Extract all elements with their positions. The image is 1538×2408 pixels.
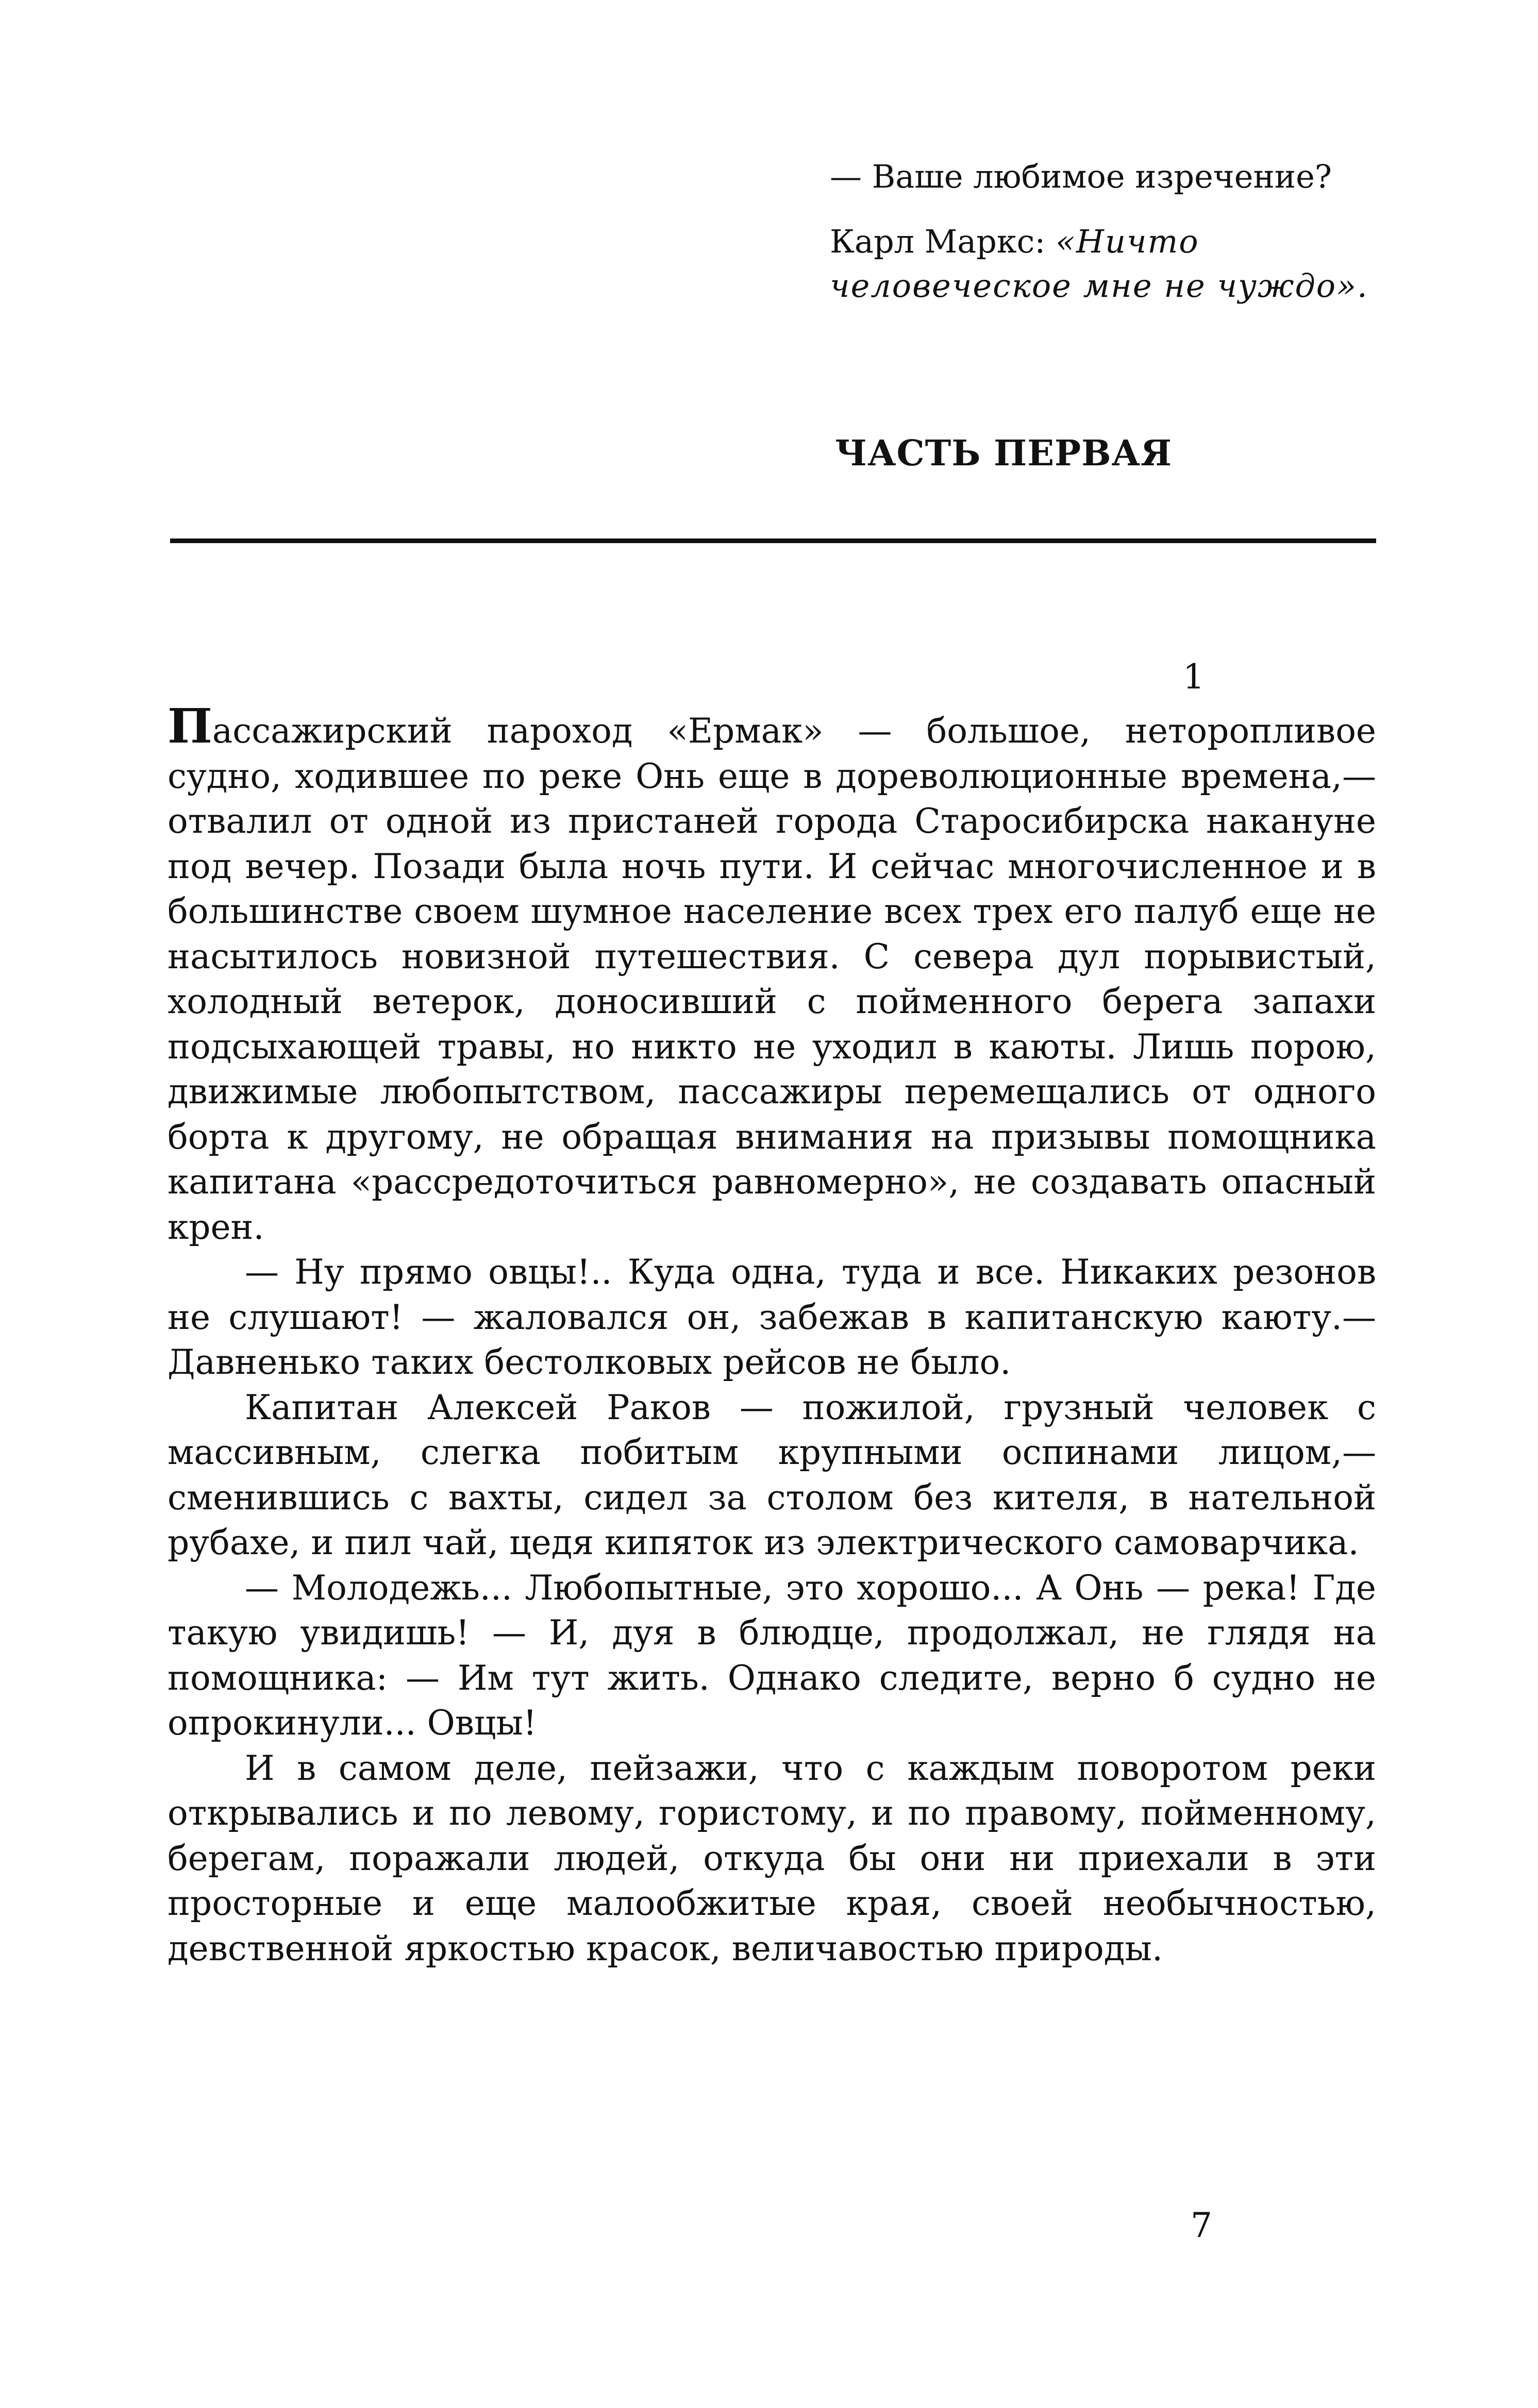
chapter-number: 1 — [1183, 657, 1205, 697]
epigraph-question: — Ваше любимое изречение? — [830, 158, 1332, 195]
epigraph-author: Карл Маркс: — [830, 223, 1056, 260]
paragraph-5: И в самом деле, пейзажи, что с каждым поворотом реки открывались и по левому, гористому, и по правому, пойменному, берегам, поражали людей, откуда бы они ни приехали в эти просторные и еще малообжитые края, своей необычностью, девственной яркостью красок, величавостью природы. — [168, 1748, 1376, 1968]
paragraph-1 — [168, 698, 1376, 1250]
paragraph-2: — Ну прямо овцы!.. Куда одна, туда и все. Никаких резонов не слушают! — жаловался он, забежав в капитанскую каюту.— Давненько таких бестолковых рейсов не было. — [168, 1252, 1376, 1382]
epigraph-quote: «Ничто человеческое мне не чуждо». — [830, 223, 1368, 305]
epigraph — [830, 155, 1397, 308]
drop-cap: П — [168, 698, 212, 754]
paragraph-3: Капитан Алексей Раков — пожилой, грузный человек с массивным, слегка побитым крупными оспинами лицом,— сменившись с вахты, сидел за столом без кителя, в нательной рубахе, и пил чай, цедя кипяток из электрического самоварчика. — [168, 1387, 1376, 1562]
part-title: ЧАСТЬ ПЕРВАЯ — [835, 433, 1172, 474]
paragraph-1-text: ассажирский пароход «Ермак» — большое, неторопливое судно, ходившее по реке Онь еще в дореволюционные времена,— отвалил от одной из пристаней города Старосибирска накануне под вечер. Позади была ночь пути. И сейчас многочисленное и в большинстве своем шумное население всех трех его палуб еще не насытилось новизной путешествия. С севера дул порывистый, холодный ветерок, доносивший с пойменного берега запахи подсыхающей травы, но никто не уходил в каюты. Лишь порою, движимые любопытством, пассажиры перемещались от одного борта к другому, не обращая внимания на призывы помощника капитана «рассредоточиться равномерно», не создавать опасный крен. — [168, 711, 1376, 1247]
paragraph-4: — Молодежь... Любопытные, это хорошо... А Онь — река! Где такую увидишь! — И, дуя в блюдце, продолжал, не глядя на помощника: — Им тут жить. Однако следите, верно б судно не опрокинули... Овцы! — [168, 1568, 1376, 1743]
divider-rule — [170, 538, 1376, 543]
epigraph-answer — [830, 220, 1397, 308]
body-text — [168, 698, 1376, 1971]
page-number: 7 — [1191, 2205, 1212, 2245]
